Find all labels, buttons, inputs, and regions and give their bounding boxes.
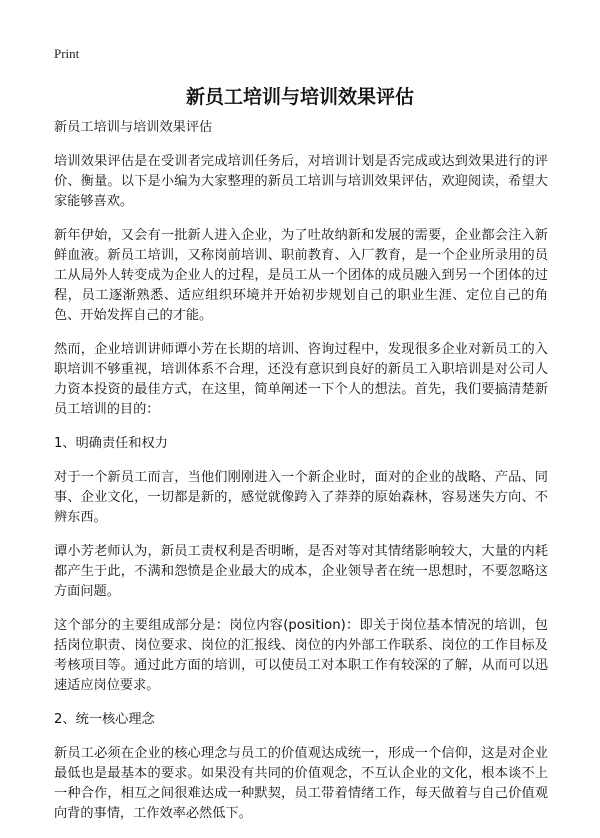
document-body [54, 118, 548, 838]
intro-paragraph: 培训效果评估是在受训者完成培训任务后，对培训计划是否完成或达到效果进行的评价、衡量。以下是小编为大家整理的新员工培训与培训效果评估，欢迎阅读，希望大家能够喜欢。 [54, 154, 548, 209]
purpose-paragraph: 然而，企业培训讲师谭小芳在长期的培训、咨询过程中，发现很多企业对新员工的入职培训不够重视，培训体系不合理，还没有意识到良好的新员工入职培训是对公司人力资本投资的最佳方式，在这里，简单阐述一下个人的想法。首先，我们要搞清楚新员工培训的目的： [54, 342, 548, 417]
background-paragraph: 新年伊始，又会有一批新人进入企业，为了吐故纳新和发展的需要，企业都会注入新鲜血液。新员工培训，又称岗前培训、职前教育、入厂教育，是一个企业所录用的员工从局外人转变成为企业人的过程，是员工从一个团体的成员融入到另一个团体的过程，员工逐渐熟悉、适应组织环境并开始初步规划自己的职业生涯、定位自己的角色、开始发挥自己的才能。 [54, 228, 548, 323]
section1-paragraph: 谭小芳老师认为，新员工责权利是否明晰，是否对等对其情绪影响较大，大量的内耗都产生于此，不满和怨愤是企业最大的成本，企业领导者在统一思想时，不要忽略这方面问题。 [54, 544, 548, 599]
document-title: 新员工培训与培训效果评估 [185, 86, 414, 108]
section-heading-core-values: 2、统一核心理念 [54, 712, 155, 727]
document-subtitle: 新员工培训与培训效果评估 [54, 120, 213, 135]
section1-paragraph: 对于一个新员工而言，当他们刚刚进入一个新企业时，面对的企业的战略、产品、同事、企业文化，一切都是新的，感觉就像跨入了莽莽的原始森林，容易迷失方向、不辨东西。 [54, 470, 548, 525]
section1-paragraph: 这个部分的主要组成部分是：岗位内容(position)：即关于岗位基本情况的培训，包括岗位职责、岗位要求、岗位的汇报线、岗位的内外部工作联系、岗位的工作目标及考核项目等。通过此方面的培训，可以使员工对本职工作有较深的了解，从而可以迅速适应岗位要求。 [54, 618, 548, 693]
print-label: Print [54, 46, 80, 61]
section2-paragraph: 新员工必须在企业的核心理念与员工的价值观达成统一，形成一个信仰，这是对企业最低也是最基本的要求。如果没有共同的价值观念，不互认企业的文化，根本谈不上一种合作，相互之间很难达成一种默契，员工带着情绪工作，每天做着与自己价值观向背的事情，工作效率必然低下。 [54, 746, 548, 821]
section-heading-responsibility: 1、明确责任和权力 [54, 436, 168, 451]
